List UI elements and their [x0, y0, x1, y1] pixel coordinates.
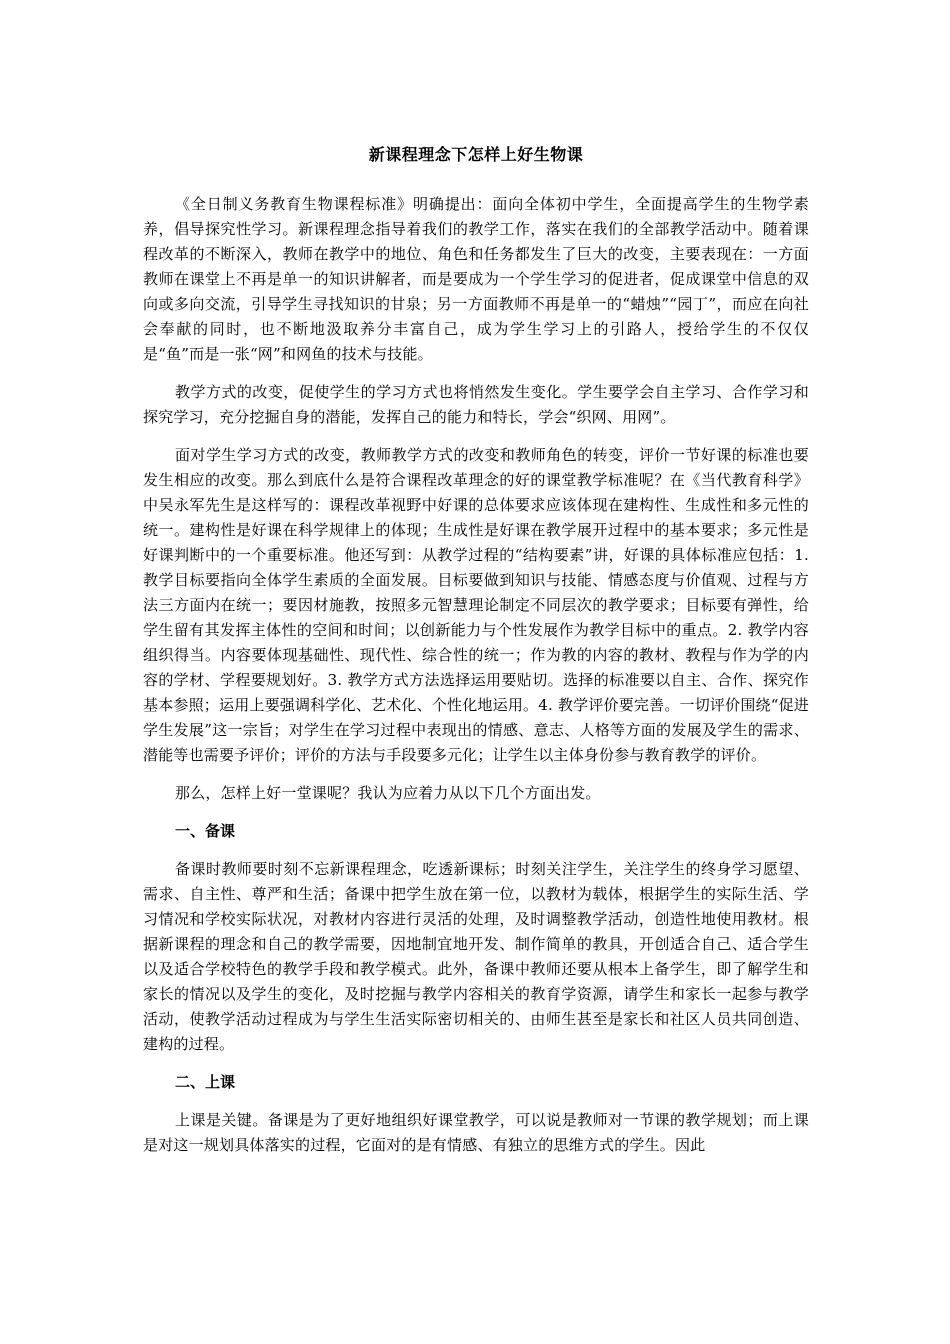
paragraph-learning-methods: 教学方式的改变，促使学生的学习方式也将悄然发生变化。学生要学会自主学习、合作学习和探究学习，充分挖掘自身的潜能，发挥自己的能力和特长，学会“织网、用网”。: [143, 383, 809, 426]
paragraph-curriculum-standard: 《全日制义务教育生物课程标准》明确提出：面向全体初中学生，全面提高学生的生物学素养，倡导探究性学习。新课程理念指导着我们的教学工作，落实在我们的全部教学活动中。随着课程改革的不断深入，教师在教学中的地位、角色和任务都发生了巨大的改变，主要表现在：一方面教师在课堂上不再是单一的知识讲解者，而是要成为一个学生学习的促进者，促成课堂中信息的双向或多向交流，引导学生寻找知识的甘泉；另一方面教师不再是单一的“蜡烛”“园丁”，而应在向社会奉献的同时，也不断地汲取养分丰富自己，成为学生学习上的引路人，授给学生的不仅仅是“鱼”而是一张“网”和网鱼的技术与技能。: [143, 195, 809, 363]
section-heading-lesson-prep: 一、备课: [175, 822, 236, 840]
paragraph-intro-aspects: 那么，怎样上好一堂课呢？我认为应着力从以下几个方面出发。: [175, 784, 601, 802]
paragraph-lesson-prep: 备课时教师要时刻不忘新课程理念，吃透新课标；时刻关注学生，关注学生的终身学习愿望、需求、自主性、尊严和生活；备课中把学生放在第一位，以教材为载体，根据学生的实际生活、学习情况和学校实际状况，对教材内容进行灵活的处理，及时调整教学活动，创造性地使用教材。根据新课程的理念和自己的教学需要，因地制宜地开发、制作简单的教具，开创适合自己、适合学生以及适合学校特色的教学手段和教学模式。此外，备课中教师还要从根本上备学生，即了解学生和家长的情况以及学生的变化，及时挖掘与教学内容相关的教育学资源，请学生和家长一起参与教学活动，使教学活动过程成为与学生生活实际密切相关的、由师生甚至是家长和社区人员共同创造、建构的过程。: [143, 860, 809, 1053]
document-title: 新课程理念下怎样上好生物课: [368, 145, 584, 164]
section-heading-teaching: 二、上课: [175, 1073, 236, 1091]
paragraph-good-lesson-standard: 面对学生学习方式的改变，教师教学方式的改变和教师角色的转变，评价一节好课的标准也要发生相应的改变。那么到底什么是符合课程改革理念的好的课堂教学标准呢？在《当代教育科学》中吴永军先生是这样写的：课程改革视野中好课的总体要求应该体现在建构性、生成性和多元性的统一。建构性是好课在科学规律上的体现；生成性是好课在教学展开过程中的基本要求；多元性是好课判断中的一个重要标准。他还写到：从教学过程的“结构要素”讲，好课的具体标准应包括：1. 教学目标要指向全体学生素质的全面发展。目标要做到知识与技能、情感态度与价值观、过程与方法三方面内在统一；要因材施教，按照多元智慧理论制定不同层次的教学要求；目标要有弹性，给学生留有其发挥主体性的空间和时间；以创新能力与个性发展作为教学目标中的重点。2. 教学内容组织得当。内容要体现基础性、现代性、综合性的统一；作为教的内容的教材、教程与作为学的内容的学材、学程要规划好。3. 教学方式方法选择运用要贴切。选择的标准要以自主、合作、探究作基本参照；运用上要强调科学化、艺术化、个性化地运用。4. 教学评价要完善。一切评价围绕“促进学生发展”这一宗旨；对学生在学习过程中表现出的情感、意志、人格等方面的发展及学生的需求、潜能等也需要予评价；评价的方法与手段要多元化；让学生以主体身份参与教育教学的评价。: [143, 446, 809, 764]
document-body: [143, 140, 809, 1171]
paragraph-teaching: 上课是关键。备课是为了更好地组织好课堂教学，可以说是教师对一节课的教学规划；而上课是对这一规划具体落实的过程，它面对的是有情感、有独立的思维方式的学生。因此: [143, 1111, 809, 1154]
